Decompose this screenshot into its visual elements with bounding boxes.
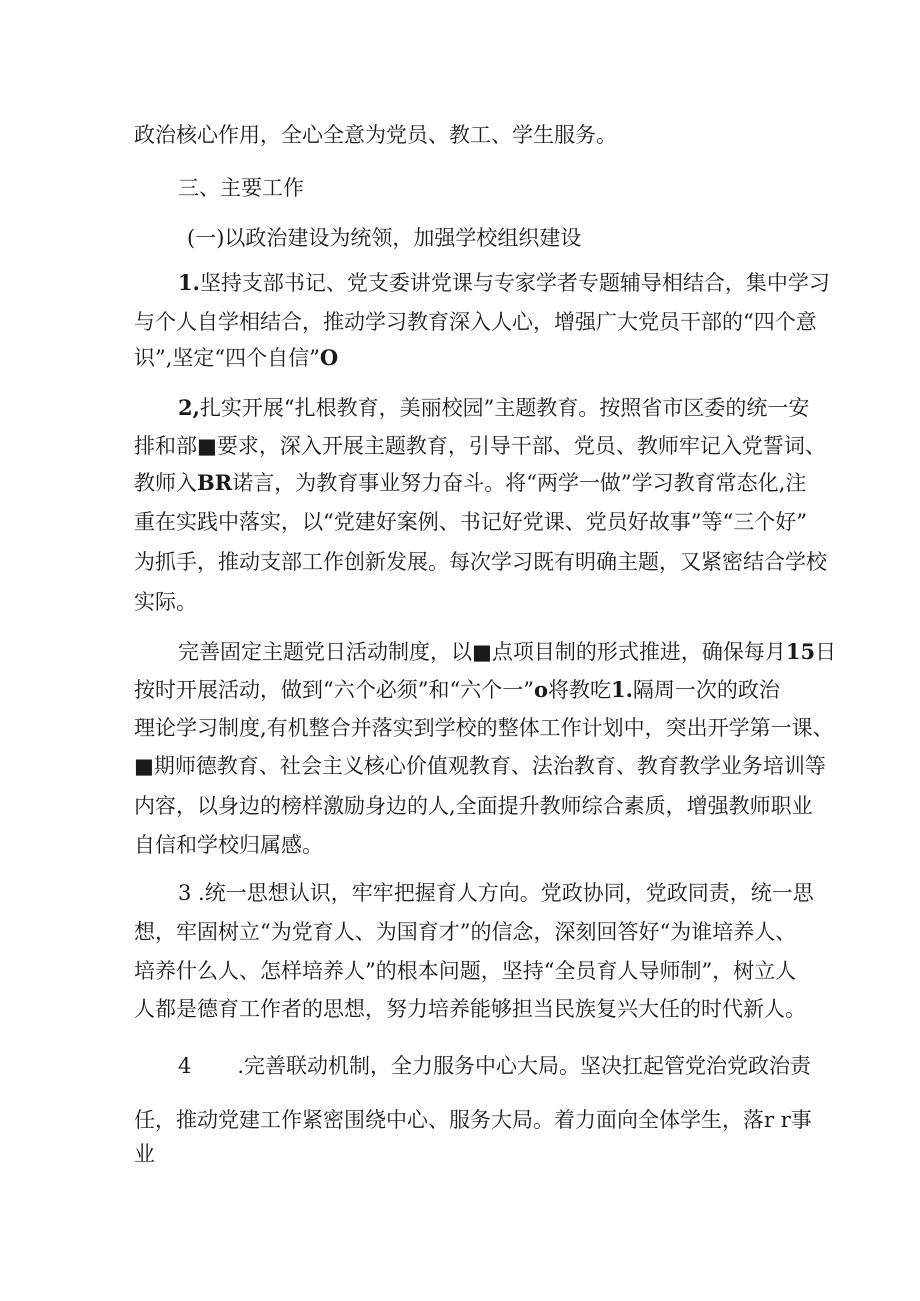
paragraph-line: 政治核心作用，全心全意为党员、教工、学生服务。 xyxy=(134,123,617,147)
paragraph-line: 4 .完善联动机制，全力服务中心大局。坚决扛起管党治党政治责 xyxy=(178,1054,812,1078)
paragraph-line: ■期师德教育、社会主义核心价值观教育、法治教育、教育教学业务培训等 xyxy=(134,754,826,778)
paragraph-line: 为抓手，推动支部工作创新发展。每次学习既有明确主题，又紧密结合学校 xyxy=(134,550,827,574)
paragraph-line: 排和部■要求，深入开展主题教育，引导干部、党员、教师牢记入党誓词、 xyxy=(134,434,826,458)
paragraph-line: 实际。 xyxy=(134,590,197,614)
paragraph-line: 重在实践中落实，以“党建好案例、书记好党课、党员好故事”等“三个好” xyxy=(134,510,807,534)
paragraph-line: 识”,坚定“四个自信”O xyxy=(134,345,339,370)
paragraph-line: 理论学习制度,有机整合并落实到学校的整体工作计划中，突出开学第一课、 xyxy=(134,716,834,740)
paragraph-line: 内容，以身边的榜样激励身边的人,全面提升教师综合素质，增强教师职业 xyxy=(134,794,813,818)
subsection-heading: (一)以政治建设为统领，加强学校组织建设 xyxy=(187,226,582,250)
paragraph-line: 培养什么人、怎样培养人”的根本问题，坚持“全员育人导师制”，树立人 xyxy=(134,959,797,983)
paragraph-line: 3 .统一思想认识，牢牢把握育人方向。党政协同，党政同责，统一思 xyxy=(178,881,814,905)
paragraph-line: 1.坚持支部书记、党支委讲党课与专家学者专题辅导相结合，集中学习 xyxy=(178,270,830,295)
paragraph-line: 教师入BR诺言，为教育事业努力奋斗。将“两学一做”学习教育常态化,注 xyxy=(134,470,807,495)
paragraph-line: 与个人自学相结合，推动学习教育深入人心，增强广大党员干部的“四个意 xyxy=(134,310,817,334)
paragraph-line: 自信和学校归属感。 xyxy=(134,833,323,857)
paragraph-line: 按时开展活动，做到“六个必须”和“六个一”o将教吃1.隔周一次的政治 xyxy=(134,677,780,702)
paragraph-line: 2,扎实开展“扎根教育，美丽校园”主题教育。按照省市区委的统一安 xyxy=(178,395,810,420)
paragraph-line: 完善固定主题党日活动制度，以■点项目制的形式推进，确保每月15日 xyxy=(178,639,837,664)
paragraph-line: 业 xyxy=(134,1142,155,1166)
section-heading: 三、主要工作 xyxy=(178,176,304,200)
paragraph-line: 想，牢固树立“为党育人、为国育才”的信念，深刻回答好“为谁培养人、 xyxy=(134,920,797,944)
paragraph-line: 人都是德育工作者的思想，努力培养能够担当民族复兴大任的时代新人。 xyxy=(134,997,806,1021)
paragraph-line: 任，推动党建工作紧密围绕中心、服务大局。着力面向全体学生，落r r事 xyxy=(134,1108,812,1132)
